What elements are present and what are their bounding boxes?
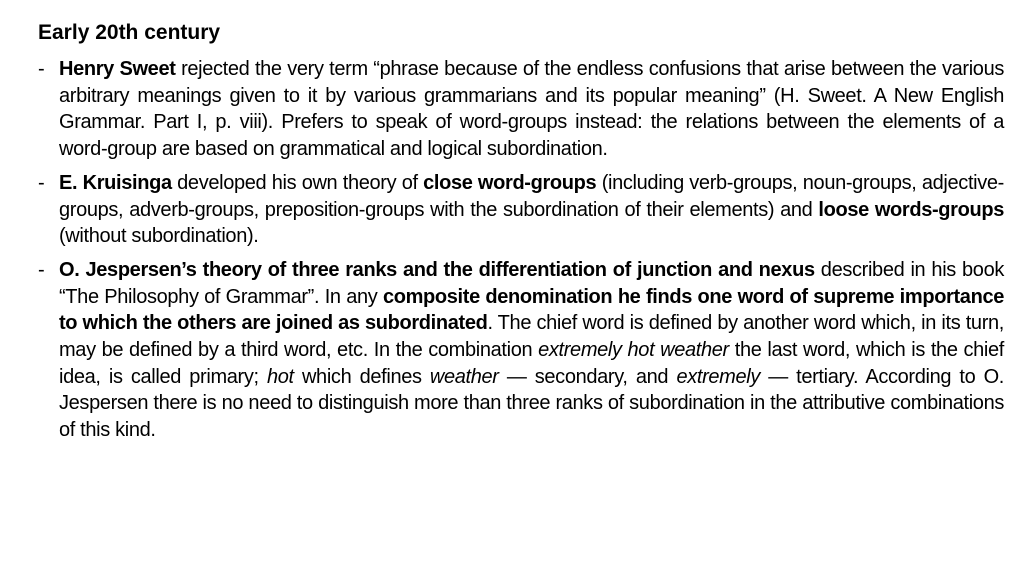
italic-text-run: extremely hot weather xyxy=(538,339,729,362)
bullet-dash: - xyxy=(38,258,45,281)
bold-text-run: O. Jespersen’s theory of three ranks and the differentiation of junction and nexus xyxy=(59,258,815,281)
italic-text-run: weather xyxy=(429,365,499,388)
italic-text-run: extremely xyxy=(676,365,760,388)
bullet-item xyxy=(38,170,1004,250)
bullet-list xyxy=(38,56,1004,444)
text-run: . The chief word is defined by another word which, in its turn, may be defined by a third word, etc. In the combination xyxy=(59,312,1004,362)
bullet-dash: - xyxy=(38,171,45,194)
slide-title: Early 20th century xyxy=(38,21,221,44)
bold-text-run: composite denomination he finds one word of supreme importance to which the others are joined as subordinated xyxy=(59,285,1004,335)
bold-text-run: Henry Sweet xyxy=(59,58,176,80)
bullet-dash: - xyxy=(38,58,45,80)
bullet-text xyxy=(59,259,1004,441)
text-run: (including verb-groups, noun-groups, adjective-groups, adverb-groups, preposition-groups with the subordination of their elements) and xyxy=(59,171,1004,221)
bold-text-run: loose words-groups xyxy=(818,198,1004,221)
bold-text-run: E. Kruisinga xyxy=(59,171,172,194)
bullet-item xyxy=(38,56,1004,163)
bullet-text xyxy=(59,58,1004,160)
text-run: developed his own theory of xyxy=(171,171,424,194)
bold-text-run: close word-groups xyxy=(423,171,597,194)
text-run: — tertiary. According to O. Jespersen there is no need to distinguish more than three ranks of subordination in the attributive combinations of this kind. xyxy=(59,365,1005,442)
text-run: which defines xyxy=(293,365,430,388)
bullet-item xyxy=(38,257,1004,444)
text-run: the last word, which is the chief idea, is called primary; xyxy=(59,339,1004,388)
bullet-text xyxy=(59,172,1004,247)
text-run: rejected the very term “phrase because of the endless confusions that arise between the various arbitrary meanings given to it by various grammarians and its popular meaning” (H. Sweet. A New English Grammar. Part I, p. viii). Prefers to speak of word-groups instead: the relations between the elements of a word-group are based on grammatical and logical subordination. xyxy=(59,58,1004,161)
text-run: described in his book “The Philosophy of Grammar”. In any xyxy=(59,258,1004,308)
text-run: (without subordination). xyxy=(59,225,259,248)
text-run: — secondary, and xyxy=(498,365,677,388)
italic-text-run: hot xyxy=(266,365,294,388)
